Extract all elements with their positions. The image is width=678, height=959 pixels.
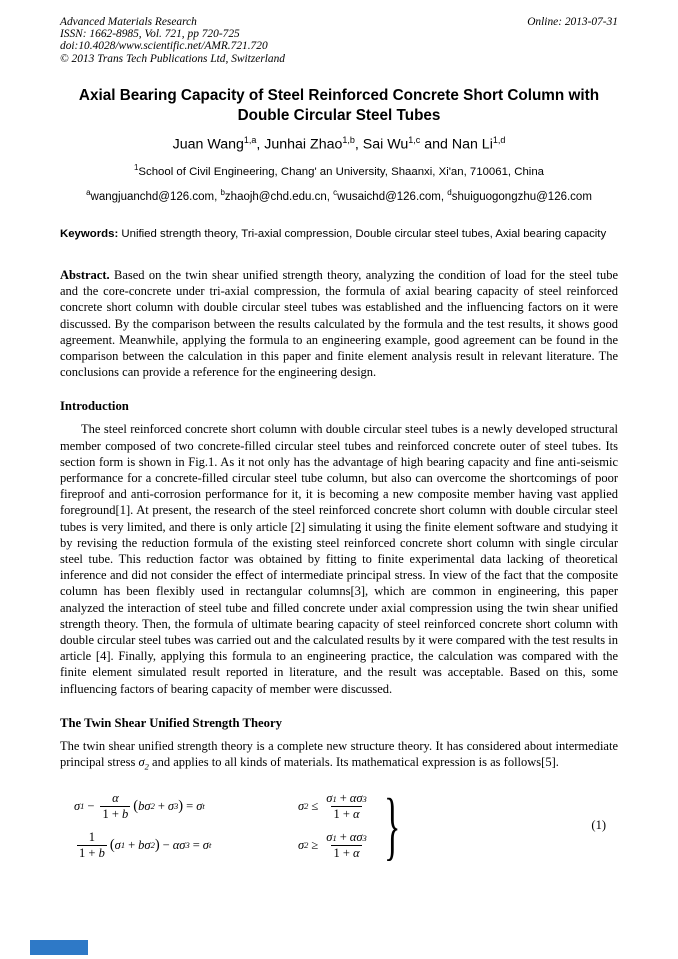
equation-row1-lhs bbox=[74, 791, 270, 821]
equals-sign: = bbox=[192, 837, 200, 852]
author-name: Nan Li bbox=[451, 136, 493, 153]
twin-shear-paragraph bbox=[60, 738, 618, 775]
left-paren: ( bbox=[133, 797, 139, 814]
math-symbol: α bbox=[112, 791, 119, 806]
right-paren: ) bbox=[154, 836, 160, 853]
math-subscript: 1 bbox=[332, 833, 337, 844]
minus-operator: − bbox=[162, 837, 170, 852]
math-symbol: ασ bbox=[349, 791, 363, 806]
equation-rows bbox=[74, 791, 372, 860]
math-subscript: 3 bbox=[362, 794, 367, 805]
math-subscript: 1 bbox=[80, 801, 85, 812]
keywords-text: Unified strength theory, Tri-axial compression, Double circular steel tubes, Axial bearing capacity bbox=[118, 227, 607, 240]
journal-header-left bbox=[60, 16, 285, 65]
email-address: zhaojh@chd.edu.cn bbox=[224, 190, 327, 203]
math-symbol: σ bbox=[298, 837, 305, 852]
email-mark: d bbox=[447, 187, 452, 197]
math-symbol: σ bbox=[298, 798, 305, 813]
paper-title-line2: Double Circular Steel Tubes bbox=[237, 107, 441, 124]
author-list bbox=[60, 135, 618, 153]
author-separator: and bbox=[420, 136, 452, 153]
keywords-label: Keywords: bbox=[60, 227, 119, 240]
email-mark: b bbox=[220, 187, 225, 197]
fraction-denominator bbox=[331, 806, 361, 821]
math-symbol: b bbox=[122, 806, 129, 821]
abstract-label: Abstract. bbox=[60, 267, 110, 282]
journal-header bbox=[60, 16, 618, 65]
email-line bbox=[60, 188, 618, 203]
online-date: Online: 2013-07-31 bbox=[527, 16, 618, 28]
abstract-text: Based on the twin shear unified strength theory, analyzing the condition of load for the steel tube and the core-concrete under tri-axial compression, the formula of axial bearing capacity of steel reinforced concrete short column with double circular steel tubes was established and the influencing factors on it were discussed. By the comparison between the results calculated by the formula and the test results, it shows good agreement. Meanwhile, applying the formula to an engineering example, good agreement can be found in the comparison between the calculation in this paper and finite element analysis result in relevant literature. The conclusions can provide a reference for the engineering design. bbox=[60, 267, 618, 380]
author-name: Juan Wang bbox=[172, 136, 244, 153]
author-name: Junhai Zhao bbox=[264, 136, 343, 153]
math-subscript: 3 bbox=[185, 840, 190, 851]
minus-operator: − bbox=[87, 798, 95, 813]
plus-operator: + bbox=[339, 830, 347, 845]
copyright-line: © 2013 Trans Tech Publications Ltd, Switzerland bbox=[60, 52, 285, 65]
equation-number: (1) bbox=[591, 818, 606, 833]
fraction-denominator bbox=[100, 806, 130, 821]
author-affil-mark: 1,c bbox=[408, 135, 421, 146]
author-affil-mark: 1,a bbox=[243, 135, 257, 146]
math-symbol: σ bbox=[196, 798, 203, 813]
journal-name: Advanced Materials Research bbox=[60, 16, 197, 28]
keywords-block bbox=[60, 227, 618, 242]
paper-title-line1: Axial Bearing Capacity of Steel Reinforced Concrete Short Column with bbox=[78, 86, 600, 104]
fraction-numerator bbox=[87, 830, 97, 844]
footer-accent-bar bbox=[30, 940, 88, 955]
fraction bbox=[324, 791, 368, 821]
sigma-symbol: σ bbox=[138, 755, 145, 770]
fraction bbox=[100, 791, 130, 821]
sigma-subscript: 2 bbox=[144, 761, 149, 772]
math-subscript: 2 bbox=[150, 840, 155, 851]
fraction-numerator bbox=[324, 791, 368, 805]
section-heading-twin-shear: The Twin Shear Unified Strength Theory bbox=[60, 715, 282, 730]
author-separator: , bbox=[256, 136, 265, 153]
math-symbol: σ bbox=[167, 798, 175, 813]
fraction bbox=[324, 830, 368, 860]
plus-operator: + bbox=[157, 798, 165, 813]
equation-1 bbox=[60, 783, 618, 868]
equation-row-1 bbox=[74, 791, 372, 821]
affiliation-mark: 1 bbox=[133, 162, 139, 172]
email-mark: c bbox=[333, 187, 338, 197]
math-symbol: 1 + bbox=[333, 806, 350, 821]
greater-equal-sign: ≥ bbox=[311, 837, 319, 852]
email-separator: , bbox=[326, 190, 334, 203]
affiliation-text: School of Civil Engineering, Chang' an University, Shaanxi, Xi'an, 710061, China bbox=[138, 165, 545, 178]
issn-volume-line: ISSN: 1662-8985, Vol. 721, pp 720-725 bbox=[60, 28, 240, 41]
math-subscript: 1 bbox=[120, 840, 126, 851]
email-address: wangjuanchd@126.com bbox=[90, 190, 215, 203]
twin-shear-text-after: and applies to all kinds of materials. Its mathematical expression is as follows[5]. bbox=[148, 755, 559, 770]
equation-row2-lhs bbox=[74, 830, 270, 860]
math-symbol: α bbox=[353, 845, 360, 860]
less-equal-sign: ≤ bbox=[311, 798, 319, 813]
author-affil-mark: 1,d bbox=[492, 135, 506, 146]
math-subscript: t bbox=[202, 801, 205, 812]
email-mark: a bbox=[86, 187, 91, 197]
math-symbol: σ bbox=[74, 798, 81, 813]
section-heading-introduction: Introduction bbox=[60, 399, 129, 414]
math-subscript: 2 bbox=[304, 801, 309, 812]
fraction-denominator bbox=[77, 845, 107, 860]
math-symbol: b bbox=[98, 845, 105, 860]
math-symbol: 1 + bbox=[333, 845, 350, 860]
author-name: Sai Wu bbox=[362, 136, 409, 153]
doi-line: doi:10.4028/www.scientific.net/AMR.721.720 bbox=[60, 40, 268, 53]
math-symbol: 1 + bbox=[79, 845, 96, 860]
fraction-numerator bbox=[110, 791, 121, 805]
math-subscript: t bbox=[208, 840, 212, 851]
math-subscript: 2 bbox=[150, 801, 155, 812]
plus-operator: + bbox=[128, 837, 136, 852]
math-symbol: 1 bbox=[88, 830, 96, 845]
math-symbol: σ bbox=[202, 837, 209, 852]
equation-row2-condition bbox=[298, 830, 372, 860]
introduction-paragraph: The steel reinforced concrete short column with double circular steel tubes is a newly developed structural member composed of two concrete-filled circular steel tubes and reinforced concrete outer of steel tubes. Its section form is shown in Fig.1. As it not only has the advantage of high bearing capacity and fine anti-seismic performance for a concrete-filled circular steel tube column, but also can overcome the shortcomings of poor fireproof and anti-corrosion performance for it, it is becoming a new composite member having vast applied foreground[1]. At present, the research of the steel reinforced concrete short column with double circular steel tubes is very limited, and there is only article [2] simulating it using the finite element software and studying it by revising the reduction formula of the existing steel reinforced concrete short column with single circular steel tube. This reduction factor was obtained by fitting to finite experimental data lacking of theoretical inference and did not consider the effect of intermediate principal stress. In view of the fact that the composite column has been flexibly used in rectangular columns[3], which are common in engineering, this paper analyzed the interaction of steel tube and filled concrete under axial compression using the twin shear unified strength theory. Then, the formula of ultimate bearing capacity of steel reinforced concrete short column with double circular steel tubes was carried out and the calculated results by it were compared with the test results in article [4]. Finally, applying this formula to an engineering practice, the calculation was compared with the finite element simulated result reported in literature, and the result was acceptable. Based on this, some influencing factors of bearing capacity of member were discussed. bbox=[60, 422, 618, 696]
math-symbol: σ bbox=[114, 837, 121, 852]
math-symbol: ασ bbox=[172, 837, 186, 852]
paper-title bbox=[60, 86, 618, 126]
math-symbol: α bbox=[353, 806, 360, 821]
author-affil-mark: 1,b bbox=[342, 135, 355, 146]
fraction bbox=[77, 830, 107, 860]
math-subscript: 3 bbox=[174, 801, 179, 812]
math-symbol: bσ bbox=[138, 837, 151, 852]
email-separator: , bbox=[440, 190, 448, 203]
right-brace: } bbox=[383, 783, 401, 868]
math-symbol: 1 + bbox=[102, 806, 119, 821]
math-subscript: 2 bbox=[304, 840, 309, 851]
math-symbol: σ bbox=[326, 791, 333, 806]
plus-operator: + bbox=[339, 791, 347, 806]
fraction-numerator bbox=[324, 830, 368, 844]
abstract-paragraph bbox=[60, 267, 618, 380]
equation-row-2 bbox=[74, 830, 372, 860]
email-address: wusaichd@126.com bbox=[337, 190, 441, 203]
fraction-denominator bbox=[331, 845, 361, 860]
author-separator: , bbox=[354, 136, 363, 153]
right-paren: ) bbox=[178, 797, 184, 814]
email-address: shuiguogongzhu@126.com bbox=[451, 190, 592, 203]
math-subscript: 1 bbox=[332, 794, 337, 805]
math-symbol: σ bbox=[326, 830, 333, 845]
left-paren: ( bbox=[109, 836, 115, 853]
math-symbol: ασ bbox=[349, 830, 363, 845]
affiliation-line bbox=[60, 163, 618, 178]
math-symbol: bσ bbox=[138, 798, 151, 813]
twin-shear-text-before: The twin shear unified strength theory is a complete new structure theory. It has considered about intermediate principal stress bbox=[60, 738, 618, 770]
equals-sign: = bbox=[186, 798, 194, 813]
email-separator: , bbox=[214, 190, 221, 203]
math-subscript: 3 bbox=[362, 833, 367, 844]
equation-row1-condition bbox=[298, 791, 372, 821]
